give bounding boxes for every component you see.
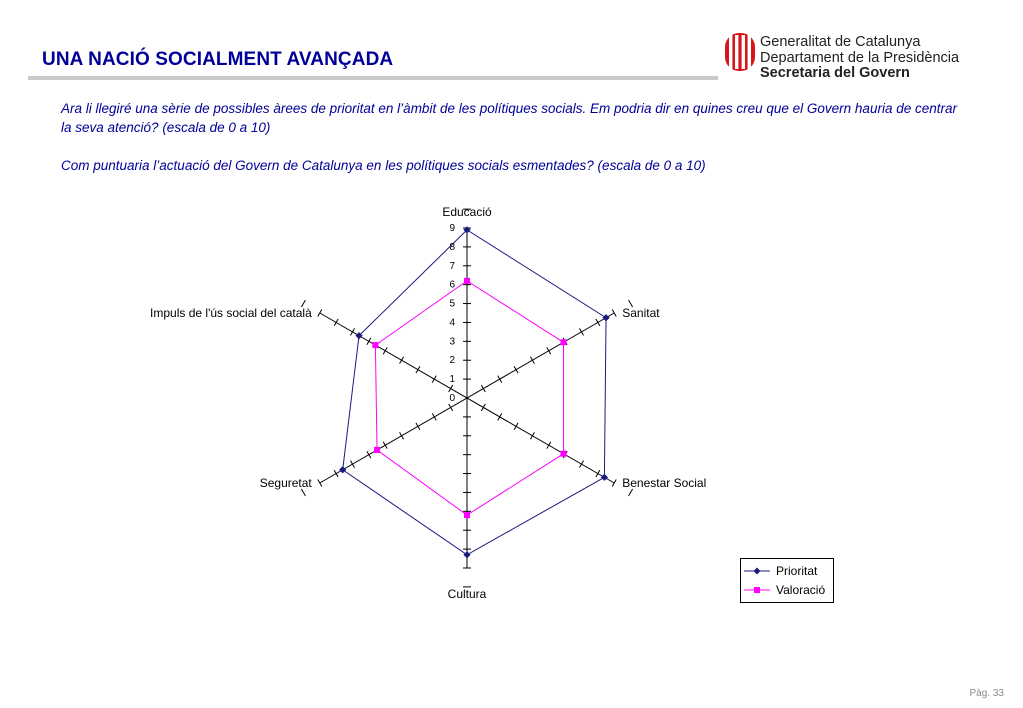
axis-tick: [301, 489, 305, 496]
series-prioritat-point: [601, 474, 608, 481]
axis-tick: [596, 319, 600, 326]
axis-tick: [580, 461, 584, 468]
axis-tick: [449, 385, 453, 392]
series-prioritat-point: [463, 551, 470, 558]
series-prioritat-line: [343, 230, 606, 555]
chart-legend: [740, 558, 834, 603]
axis-tick: [629, 489, 633, 496]
legend-label-prioritat: Prioritat: [776, 564, 818, 578]
axis-tick: [334, 470, 338, 477]
series-valoracio-point: [561, 451, 567, 457]
series-valoracio-line: [375, 281, 563, 515]
axis-tick: [416, 366, 420, 373]
axis-label: Sanitat: [622, 306, 660, 320]
axis-tick: [547, 442, 551, 449]
radar-series: [339, 226, 610, 558]
series-valoracio-point: [374, 447, 380, 453]
axis-tick: [481, 385, 485, 392]
tick-label: 6: [449, 279, 455, 291]
legend-item-valoracio: [744, 581, 825, 599]
axis-tick: [367, 338, 371, 345]
series-valoracio-point: [561, 339, 567, 345]
axis-tick: [514, 366, 518, 373]
series-valoracio-point: [464, 512, 470, 518]
axis-tick: [350, 461, 354, 468]
axis-label: Benestar Social: [622, 476, 707, 490]
axis-tick: [318, 480, 322, 487]
tick-label: 7: [449, 260, 455, 272]
axis-tick: [612, 480, 616, 487]
axis-label: Seguretat: [259, 476, 312, 490]
question-rating: Com puntuaria l’actuació del Govern de Catalunya en les polítiques socials esmentades? (escala de 0 a 10): [61, 158, 706, 173]
axis-tick: [449, 404, 453, 411]
series-prioritat-point: [339, 466, 346, 473]
question-priority: Ara li llegiré una sèrie de possibles àrees de prioritat en l’àmbit de les polítiques socials. Em podria dir en quines creu que el Govern hauria de centrar la seva atenció? (escala de 0 a 10): [61, 101, 957, 135]
axis-tick: [481, 404, 485, 411]
logo-line-generalitat: Generalitat de Catalunya: [760, 34, 921, 50]
axis-tick: [400, 432, 404, 439]
legend-marker-prioritat: [744, 566, 770, 576]
legend-marker-valoracio: [744, 585, 770, 595]
axis-tick: [432, 413, 436, 420]
axis-tick: [383, 347, 387, 354]
axis-tick: [350, 328, 354, 335]
axis-tick: [612, 310, 616, 317]
page-title: UNA NACIÓ SOCIALMENT AVANÇADA: [42, 49, 394, 70]
page-number: Pàg. 33: [969, 688, 1004, 699]
axis-label: Impuls de l'ús social del català: [150, 306, 312, 320]
series-valoracio-point: [464, 278, 470, 284]
tick-label: 3: [449, 336, 455, 348]
tick-label: 9: [449, 223, 455, 234]
series-valoracio-point: [372, 342, 378, 348]
axis-tick: [498, 413, 502, 420]
logo-line-secretaria: Secretaria del Govern: [760, 65, 910, 81]
axis-tick: [400, 357, 404, 364]
axis-tick: [596, 470, 600, 477]
axis-label: Cultura: [447, 587, 487, 601]
series-prioritat-point: [602, 314, 609, 321]
tick-label: 2: [449, 355, 455, 367]
axis-tick: [530, 432, 534, 439]
axis-tick: [580, 328, 584, 335]
axis-tick: [383, 442, 387, 449]
legend-item-prioritat: [744, 562, 817, 580]
axis-tick: [318, 310, 322, 317]
tick-label: 8: [449, 241, 455, 253]
legend-label-valoracio: Valoració: [776, 583, 826, 597]
axis-label: Educació: [442, 205, 492, 219]
radar-labels: [150, 205, 706, 601]
axis-tick: [367, 451, 371, 458]
axis-tick: [514, 423, 518, 430]
tick-label: 1: [449, 374, 455, 386]
axis-tick: [416, 423, 420, 430]
axis-tick: [498, 376, 502, 383]
tick-label: 5: [449, 298, 455, 310]
logo-line-departament: Departament de la Presidència: [760, 49, 960, 66]
axis-tick: [547, 347, 551, 354]
axis-tick: [432, 376, 436, 383]
axis-tick: [530, 357, 534, 364]
tick-label: 4: [449, 317, 455, 329]
axis-tick: [334, 319, 338, 326]
tick-label: 0: [449, 393, 455, 404]
